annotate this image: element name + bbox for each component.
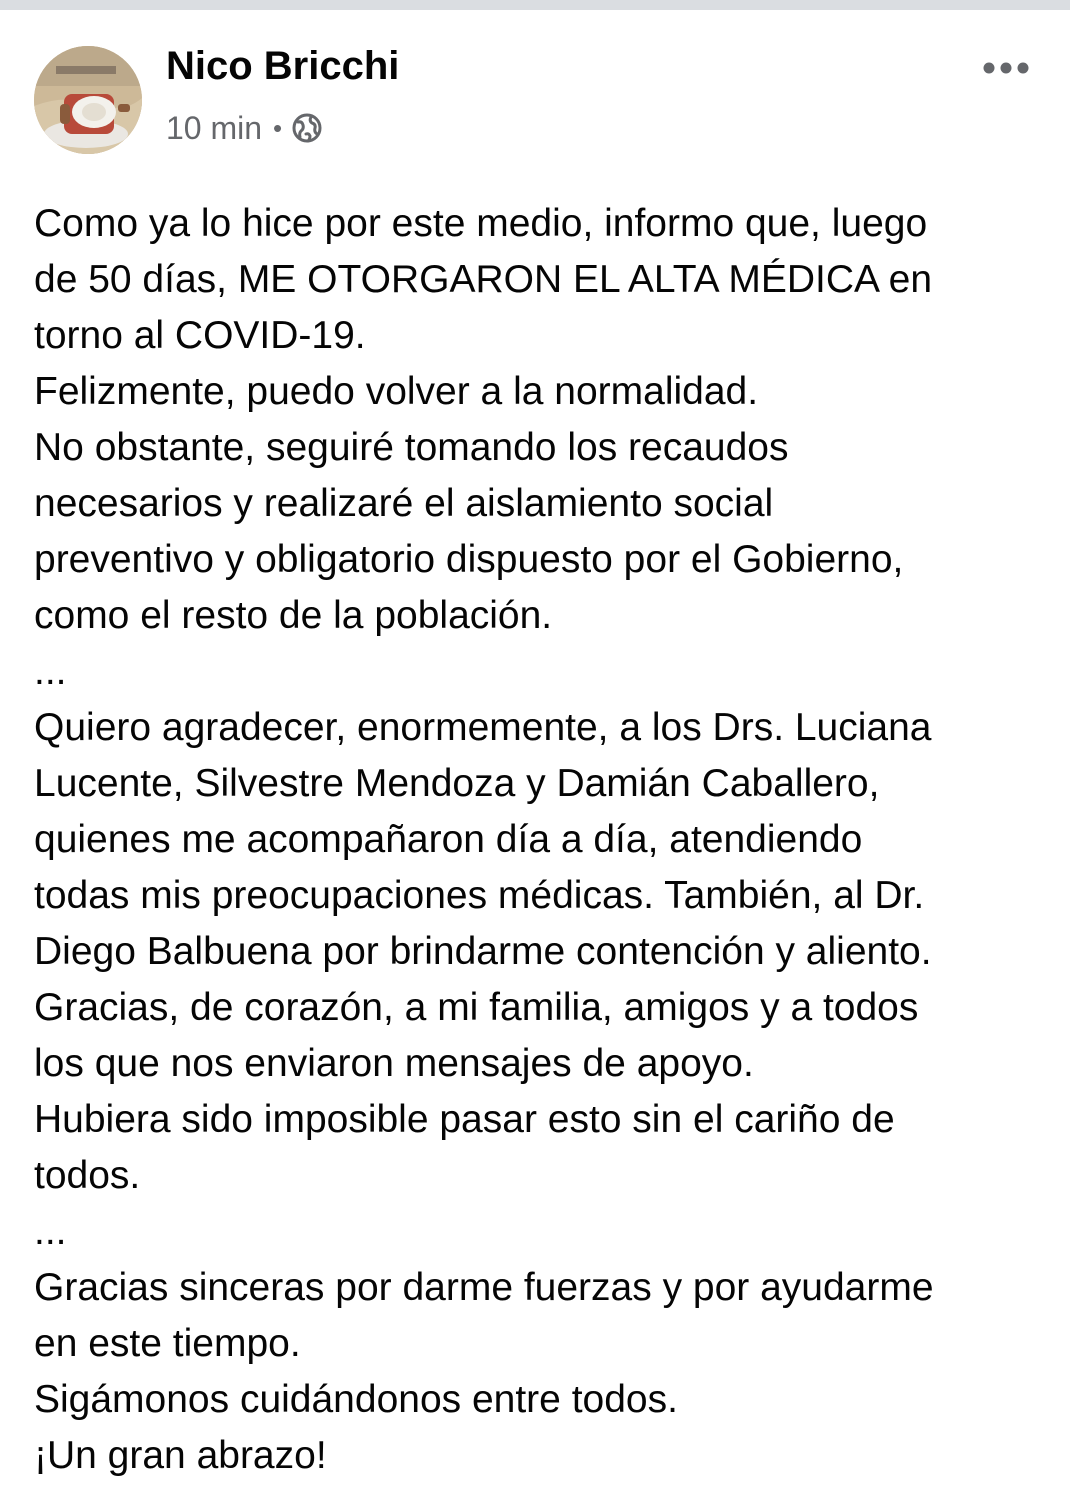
post-text-line: todos. bbox=[34, 1154, 141, 1197]
post-timestamp[interactable]: 10 min bbox=[166, 109, 263, 146]
post-text-line: de 50 días, ME OTORGARON EL ALTA MÉDICA en bbox=[34, 258, 933, 301]
post-text-line: en este tiempo. bbox=[34, 1322, 301, 1365]
post-text-line: los que nos enviaron mensajes de apoyo. bbox=[34, 1042, 754, 1085]
post-text-line: Diego Balbuena por brindarme contención y aliento. bbox=[34, 930, 932, 973]
post-text-line: ¡Un gran abrazo! bbox=[34, 1434, 327, 1477]
more-options-icon bbox=[982, 61, 1030, 75]
post-text-line: Felizmente, puedo volver a la normalidad. bbox=[34, 370, 759, 413]
post-text-line: Sigámonos cuidándonos entre todos. bbox=[34, 1378, 678, 1421]
globe-icon[interactable] bbox=[291, 112, 323, 144]
profile-photo-icon bbox=[34, 46, 142, 154]
post-body-text bbox=[34, 196, 1054, 1484]
author-avatar[interactable] bbox=[34, 46, 142, 154]
post-text-line: No obstante, seguiré tomando los recaudos bbox=[34, 426, 789, 469]
post-text-line: Lucente, Silvestre Mendoza y Damián Caballero, bbox=[34, 762, 880, 805]
author-name[interactable]: Nico Bricchi bbox=[166, 44, 400, 88]
top-divider-bar bbox=[0, 0, 1070, 10]
post-text-line: torno al COVID-19. bbox=[34, 314, 366, 357]
post-text-line: Quiero agradecer, enormemente, a los Drs. Luciana bbox=[34, 706, 932, 749]
post-text-line: Gracias sinceras por darme fuerzas y por ayudarme bbox=[34, 1266, 934, 1309]
post-text-line: como el resto de la población. bbox=[34, 594, 553, 637]
post-text-line: todas mis preocupaciones médicas. También, al Dr. bbox=[34, 874, 925, 917]
post-text-line: Como ya lo hice por este medio, informo que, luego bbox=[34, 202, 928, 245]
post-meta bbox=[166, 108, 323, 148]
post-text-line: ... bbox=[34, 1210, 67, 1253]
meta-separator: • bbox=[273, 112, 283, 143]
post-text-line: Hubiera sido imposible pasar esto sin el cariño de bbox=[34, 1098, 895, 1141]
post-text-line: ... bbox=[34, 650, 67, 693]
post-text-line: Gracias, de corazón, a mi familia, amigos y a todos bbox=[34, 986, 919, 1029]
post-text-line: preventivo y obligatorio dispuesto por el Gobierno, bbox=[34, 538, 904, 581]
post-text-line: quienes me acompañaron día a día, atendiendo bbox=[34, 818, 863, 861]
more-options-button[interactable] bbox=[976, 48, 1036, 88]
post-card bbox=[0, 10, 1070, 1502]
post-text-line: necesarios y realizaré el aislamiento social bbox=[34, 482, 774, 525]
